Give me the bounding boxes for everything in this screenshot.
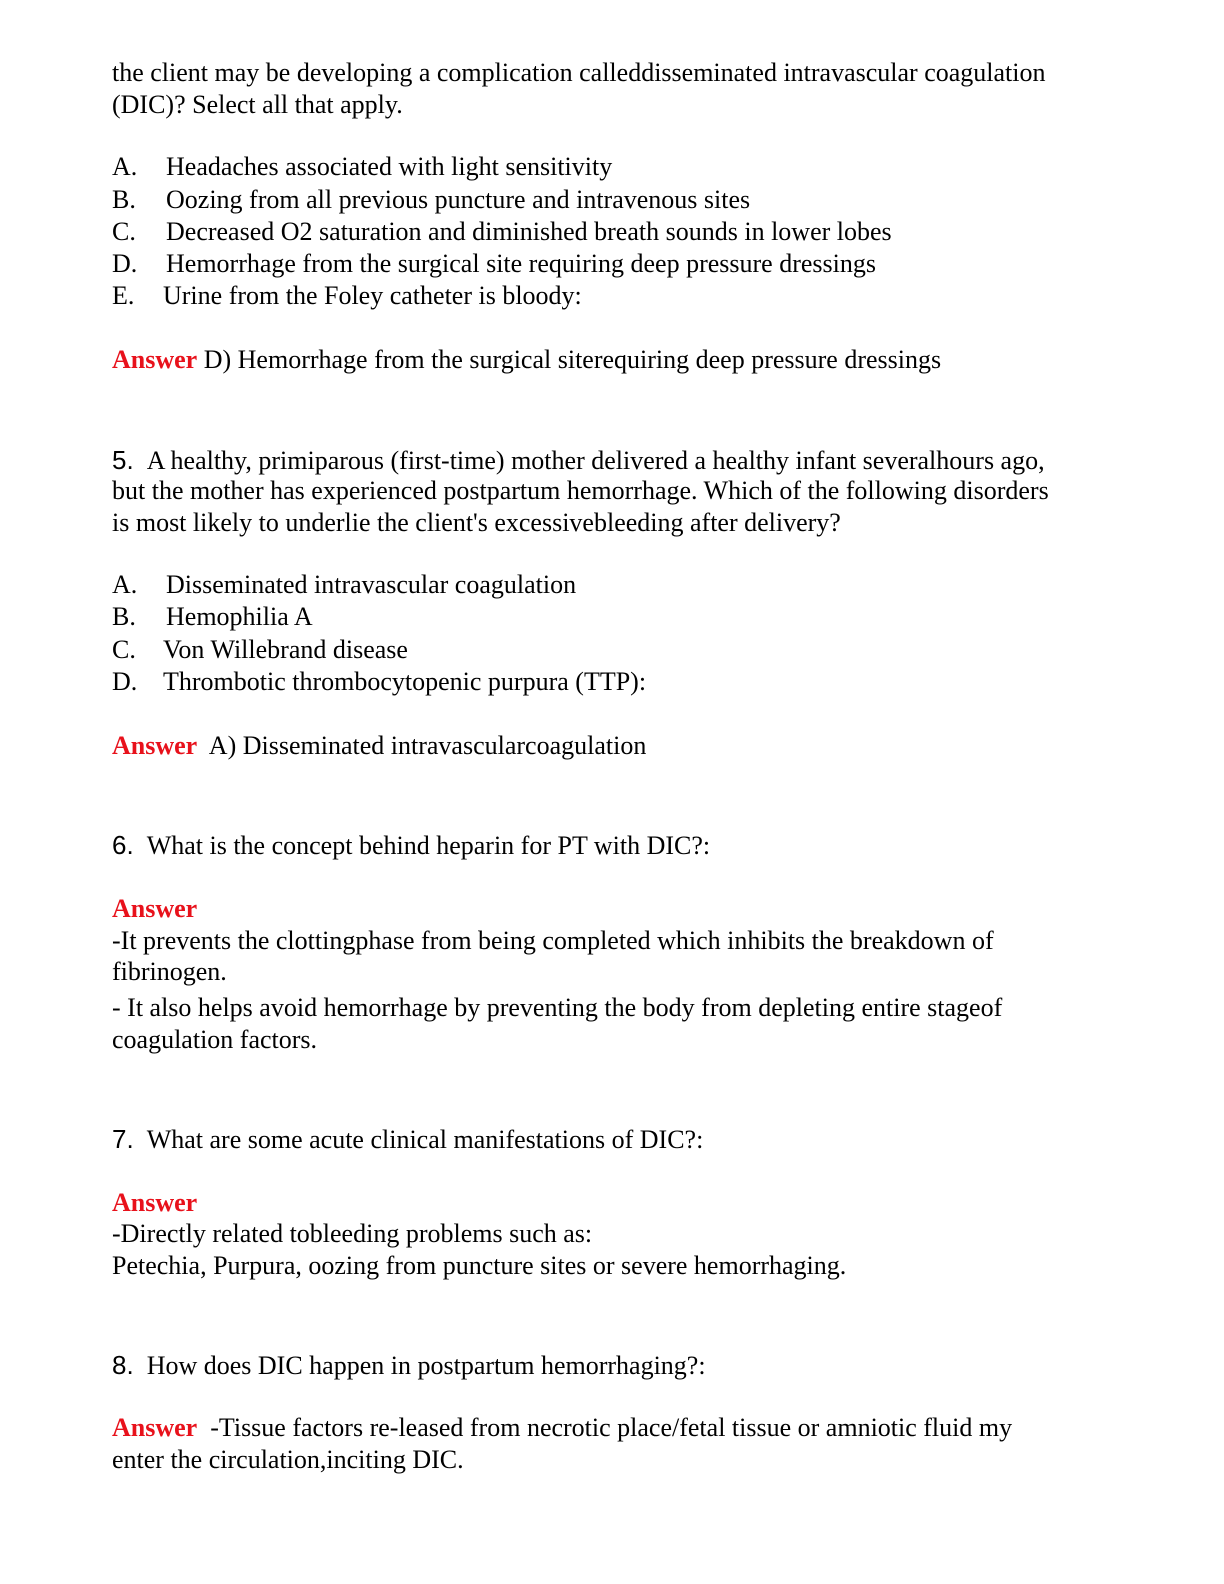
answer-label: Answer [112, 1413, 198, 1442]
q4-answer [112, 344, 941, 376]
q6-question [112, 829, 710, 862]
q4-text-line-1: the client may be developing a complication calleddisseminated intravascular coagulation [112, 58, 1046, 87]
option-text: Hemophilia A [166, 602, 313, 631]
question-number: 7. [112, 1124, 134, 1154]
answer-text: D) Hemorrhage from the surgical siterequiring deep pressure dressings [203, 345, 942, 374]
q6-answer-line-4: coagulation factors. [112, 1025, 318, 1054]
option-letter: C. [112, 217, 136, 246]
q5-text-line-1 [112, 444, 1045, 477]
answer-text: A) Disseminated intravascularcoagulation [208, 731, 647, 760]
option-letter: D. [112, 667, 138, 696]
answer-text: -Tissue factors re-leased from necrotic place/fetal tissue or amniotic fluid my [210, 1413, 1013, 1442]
question-number: 6. [112, 830, 134, 860]
option-letter: C. [112, 635, 136, 664]
option-text: Decreased O2 saturation and diminished breath sounds in lower lobes [166, 217, 892, 246]
q7-answer-line-2: Petechia, Purpura, oozing from puncture sites or severe hemorrhaging. [112, 1251, 847, 1280]
q7-answer-line-1: -Directly related tobleeding problems such as: [112, 1219, 593, 1248]
option-text: Oozing from all previous puncture and intravenous sites [166, 185, 751, 214]
option-text: Urine from the Foley catheter is bloody: [163, 281, 582, 310]
option-letter: A. [112, 152, 138, 181]
option-text: Headaches associated with light sensitivity [166, 152, 613, 181]
question-number: 8. [112, 1350, 134, 1380]
question-number: 5. [112, 445, 134, 475]
option-letter: D. [112, 249, 138, 278]
q6-answer-line-3: - It also helps avoid hemorrhage by preventing the body from depleting entire stageof [112, 993, 1003, 1022]
q5-text-line-2: but the mother has experienced postpartum hemorrhage. Which of the following disorders [112, 476, 1049, 505]
answer-label: Answer [112, 345, 198, 374]
question-text: A healthy, primiparous (first-time) mother delivered a healthy infant severalhours ago, [146, 446, 1045, 475]
question-text: What are some acute clinical manifestations of DIC?: [146, 1125, 704, 1154]
q8-answer-line-2: enter the circulation,inciting DIC. [112, 1445, 464, 1474]
q4-text-line-2: (DIC)? Select all that apply. [112, 90, 403, 119]
q6-answer-line-2: fibrinogen. [112, 957, 227, 986]
q5-answer [112, 730, 646, 762]
question-text: How does DIC happen in postpartum hemorrhaging?: [146, 1351, 706, 1380]
q6-answer-line-1: -It prevents the clottingphase from being completed which inhibits the breakdown of [112, 926, 994, 955]
q7-question [112, 1123, 703, 1156]
option-letter: B. [112, 602, 136, 631]
option-letter: E. [112, 281, 135, 310]
option-letter: B. [112, 185, 136, 214]
q7-answer-label: Answer [112, 1188, 198, 1217]
option-text: Von Willebrand disease [163, 635, 408, 664]
q8-answer [112, 1412, 1012, 1444]
option-text: Hemorrhage from the surgical site requiring deep pressure dressings [166, 249, 876, 278]
option-text: Disseminated intravascular coagulation [166, 570, 577, 599]
q5-text-line-3: is most likely to underlie the client's excessivebleeding after delivery? [112, 508, 841, 537]
answer-label: Answer [112, 731, 198, 760]
option-text: Thrombotic thrombocytopenic purpura (TTP): [163, 667, 647, 696]
q8-question [112, 1349, 706, 1382]
option-letter: A. [112, 570, 138, 599]
q6-answer-label: Answer [112, 894, 198, 923]
question-text: What is the concept behind heparin for PT with DIC?: [146, 831, 711, 860]
